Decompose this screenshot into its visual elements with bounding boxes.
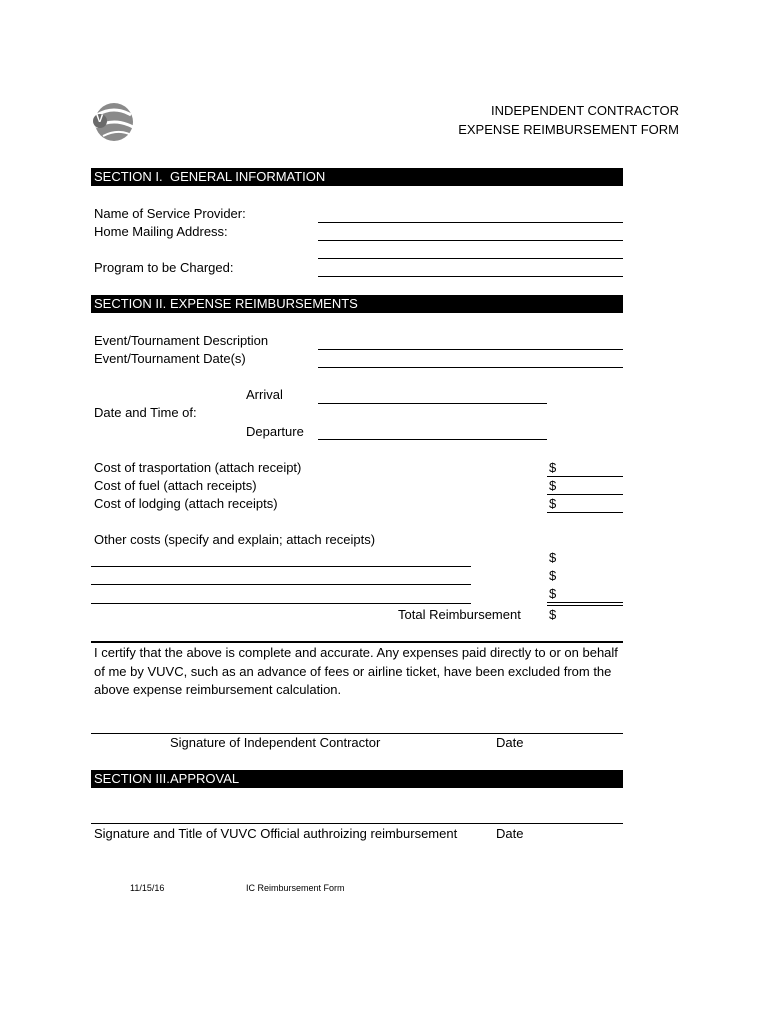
logo-letter: V bbox=[96, 113, 104, 125]
service-provider-label: Name of Service Provider: bbox=[94, 206, 246, 221]
cost-lodging-currency: $ bbox=[549, 496, 557, 511]
mailing-address-field-2[interactable] bbox=[318, 258, 623, 259]
official-signature-label: Signature and Title of VUVC Official authroizing reimbursement bbox=[94, 826, 458, 841]
subtotal-double-line-2 bbox=[547, 605, 623, 606]
date-time-label: Date and Time of: bbox=[94, 405, 197, 420]
cost-lodging-label: Cost of lodging (attach receipts) bbox=[94, 496, 278, 511]
cost-transport-currency: $ bbox=[549, 460, 557, 475]
organization-logo bbox=[89, 101, 135, 143]
cost-transport-field[interactable] bbox=[547, 476, 623, 477]
total-reimbursement-label: Total Reimbursement bbox=[398, 607, 521, 622]
section-1-header bbox=[91, 168, 623, 186]
official-signature-field[interactable] bbox=[91, 823, 623, 824]
other-cost-1-currency: $ bbox=[549, 550, 557, 565]
service-provider-field[interactable] bbox=[318, 222, 623, 223]
departure-field[interactable] bbox=[318, 439, 547, 440]
certification-text: I certify that the above is complete and accurate. Any expenses paid directly to or on behalf of me by VUVC, such as an advance of fees or airline ticket, have been excluded from the above expense reimbursement calculation. bbox=[94, 645, 618, 697]
cost-transport-label: Cost of trasportation (attach receipt) bbox=[94, 460, 302, 475]
form-title-line1: INDEPENDENT CONTRACTOR bbox=[490, 103, 679, 118]
total-reimbursement-currency: $ bbox=[549, 607, 557, 622]
other-cost-3-description-field[interactable] bbox=[91, 603, 471, 604]
section-1-number: SECTION I. bbox=[94, 169, 163, 184]
cost-fuel-label: Cost of fuel (attach receipts) bbox=[94, 478, 257, 493]
other-costs-label: Other costs (specify and explain; attach receipts) bbox=[94, 532, 376, 547]
event-description-label: Event/Tournament Description bbox=[94, 333, 269, 348]
departure-label: Departure bbox=[246, 424, 304, 439]
arrival-label: Arrival bbox=[246, 387, 283, 402]
program-label: Program to be Charged: bbox=[94, 260, 234, 275]
footer-date: 11/15/16 bbox=[130, 883, 165, 893]
form-title-line2: EXPENSE REIMBURSEMENT FORM bbox=[458, 122, 679, 137]
event-description-field[interactable] bbox=[318, 349, 623, 350]
contractor-signature-label: Signature of Independent Contractor bbox=[170, 735, 381, 750]
mailing-address-field[interactable] bbox=[318, 240, 623, 241]
total-reimbursement-field[interactable] bbox=[91, 641, 623, 643]
section-2-number: SECTION II. bbox=[94, 296, 167, 311]
official-date-label: Date bbox=[496, 826, 524, 841]
program-field[interactable] bbox=[318, 276, 623, 277]
other-cost-2-description-field[interactable] bbox=[91, 584, 471, 585]
section-1-title: GENERAL INFORMATION bbox=[170, 169, 326, 184]
mailing-address-label: Home Mailing Address: bbox=[94, 224, 228, 239]
cost-fuel-currency: $ bbox=[549, 478, 557, 493]
cost-fuel-field[interactable] bbox=[547, 494, 623, 495]
subtotal-double-line-1 bbox=[547, 602, 623, 603]
contractor-date-label: Date bbox=[496, 735, 524, 750]
cost-lodging-field[interactable] bbox=[547, 512, 623, 513]
arrival-field[interactable] bbox=[318, 403, 547, 404]
section-3-number: SECTION III. bbox=[94, 771, 170, 786]
event-dates-label: Event/Tournament Date(s) bbox=[94, 351, 246, 366]
section-2-title: EXPENSE REIMBURSEMENTS bbox=[170, 296, 358, 311]
section-3-title: APPROVAL bbox=[170, 771, 240, 786]
other-cost-1-description-field[interactable] bbox=[91, 566, 471, 567]
section-3-header bbox=[91, 770, 623, 788]
event-dates-field[interactable] bbox=[318, 367, 623, 368]
section-2-header bbox=[91, 295, 623, 313]
other-cost-3-currency: $ bbox=[549, 586, 557, 601]
contractor-signature-field[interactable] bbox=[91, 733, 623, 734]
footer-form-name: IC Reimbursement Form bbox=[246, 883, 345, 893]
other-cost-2-currency: $ bbox=[549, 568, 557, 583]
